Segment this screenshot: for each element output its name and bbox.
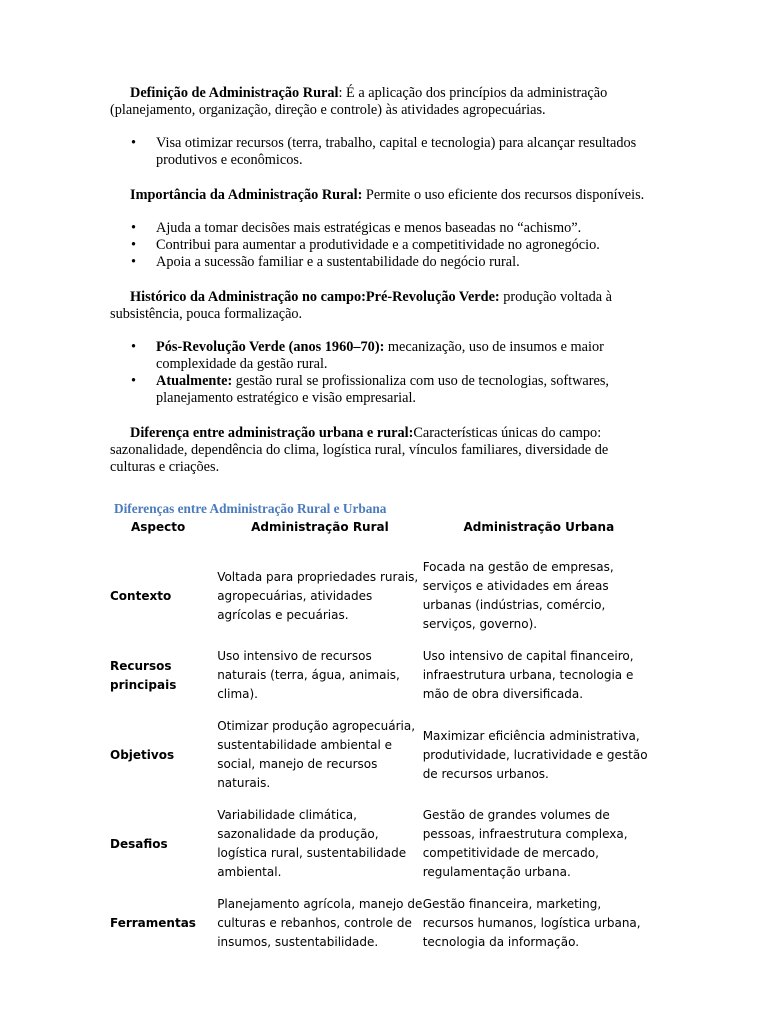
historico-paragraph [110, 289, 655, 323]
importancia-text: Permite o uso eficiente dos recursos disponíveis. [362, 187, 645, 203]
bullet-text: gestão rural se profissionaliza com uso de tecnologias, softwares, planejamento estratégico e visão empresarial. [156, 373, 610, 406]
list-item: • Ajuda a tomar decisões mais estratégicas e menos baseadas no “achismo”. [110, 220, 655, 237]
table-cell-rural: Variabilidade climática, sazonalidade da produção, logística rural, sustentabilidade ambiental. [217, 808, 407, 879]
comparison-table [110, 518, 655, 965]
bullet-bold: Pós-Revolução Verde (anos 1960–70): [156, 339, 385, 355]
definicao-heading: Definição de Administração Rural [130, 85, 339, 101]
table-title: Diferenças entre Administração Rural e Urbana [114, 501, 387, 516]
table-cell-aspecto: Contexto [110, 588, 172, 603]
historico-heading: Histórico da Administração no campo:Pré-Revolução Verde: [130, 289, 500, 305]
document-page [110, 85, 655, 965]
diferenca-heading: Diferença entre administração urbana e rural: [130, 425, 414, 441]
table-row [110, 895, 655, 965]
table-cell-rural: Otimizar produção agropecuária, sustentabilidade ambiental e social, manejo de recursos naturais. [217, 719, 416, 790]
table-cell-rural: Planejamento agrícola, manejo de culturas e rebanhos, controle de insumos, sustentabilidade. [217, 897, 423, 949]
column-header-urbana: Administração Urbana [463, 520, 615, 534]
list-item [110, 339, 655, 373]
table-cell-urbana: Gestão financeira, marketing, recursos humanos, logística urbana, tecnologia da informação. [422, 897, 641, 949]
table-row [110, 647, 655, 717]
diferenca-paragraph [110, 425, 655, 476]
definicao-text: : É a aplicação dos princípios da administração (planejamento, organização, direção e controle) às atividades agropecuárias. [110, 85, 608, 118]
table-header-row [110, 518, 655, 558]
definicao-bullet-list [110, 135, 655, 169]
importancia-bullet-list [110, 220, 655, 271]
historico-text: produção voltada à subsistência, pouca formalização. [110, 289, 613, 322]
column-header-aspecto: Aspecto [131, 520, 186, 534]
bullet-text: mecanização, uso de insumos e maior complexidade da gestão rural. [156, 339, 604, 372]
definicao-paragraph [110, 85, 655, 119]
table-row [110, 717, 655, 806]
table-row [110, 558, 655, 647]
table-cell-urbana: Focada na gestão de empresas, serviços e atividades em áreas urbanas (indústrias, comércio, serviços, governo). [422, 560, 614, 631]
diferenca-text: Características únicas do campo: sazonalidade, dependência do clima, logística rural, vínculos familiares, diversidade de culturas e criações. [110, 425, 609, 475]
list-item: • Visa otimizar recursos (terra, trabalho, capital e tecnologia) para alcançar resultados produtivos e econômicos. [110, 135, 655, 169]
importancia-paragraph [110, 187, 655, 204]
bullet-bold: Atualmente: [156, 373, 233, 389]
table-cell-aspecto: Desafios [110, 836, 168, 851]
list-item: • Apoia a sucessão familiar e a sustentabilidade do negócio rural. [110, 254, 655, 271]
table-cell-urbana: Gestão de grandes volumes de pessoas, infraestrutura complexa, competitividade de mercado, regulamentação urbana. [422, 808, 628, 879]
importancia-heading: Importância da Administração Rural: [130, 187, 363, 203]
table-cell-urbana: Uso intensivo de capital financeiro, infraestrutura urbana, tecnologia e mão de obra diversificada. [422, 649, 634, 701]
table-cell-urbana: Maximizar eficiência administrativa, produtividade, lucratividade e gestão de recursos urbanos. [422, 728, 648, 781]
table-row [110, 806, 655, 895]
table-cell-aspecto: Recursos principais [110, 658, 177, 692]
table-cell-rural: Voltada para propriedades rurais, agropecuárias, atividades agrícolas e pecuárias. [217, 569, 419, 622]
historico-bullet-list [110, 339, 655, 407]
table-cell-aspecto: Ferramentas [110, 916, 196, 930]
table-cell-aspecto: Objetivos [110, 747, 175, 762]
column-header-rural: Administração Rural [251, 520, 389, 534]
list-item [110, 373, 655, 407]
table-cell-rural: Uso intensivo de recursos naturais (terra, água, animais, clima). [217, 649, 400, 701]
list-item: • Contribui para aumentar a produtividade e a competitividade no agronegócio. [110, 237, 655, 254]
